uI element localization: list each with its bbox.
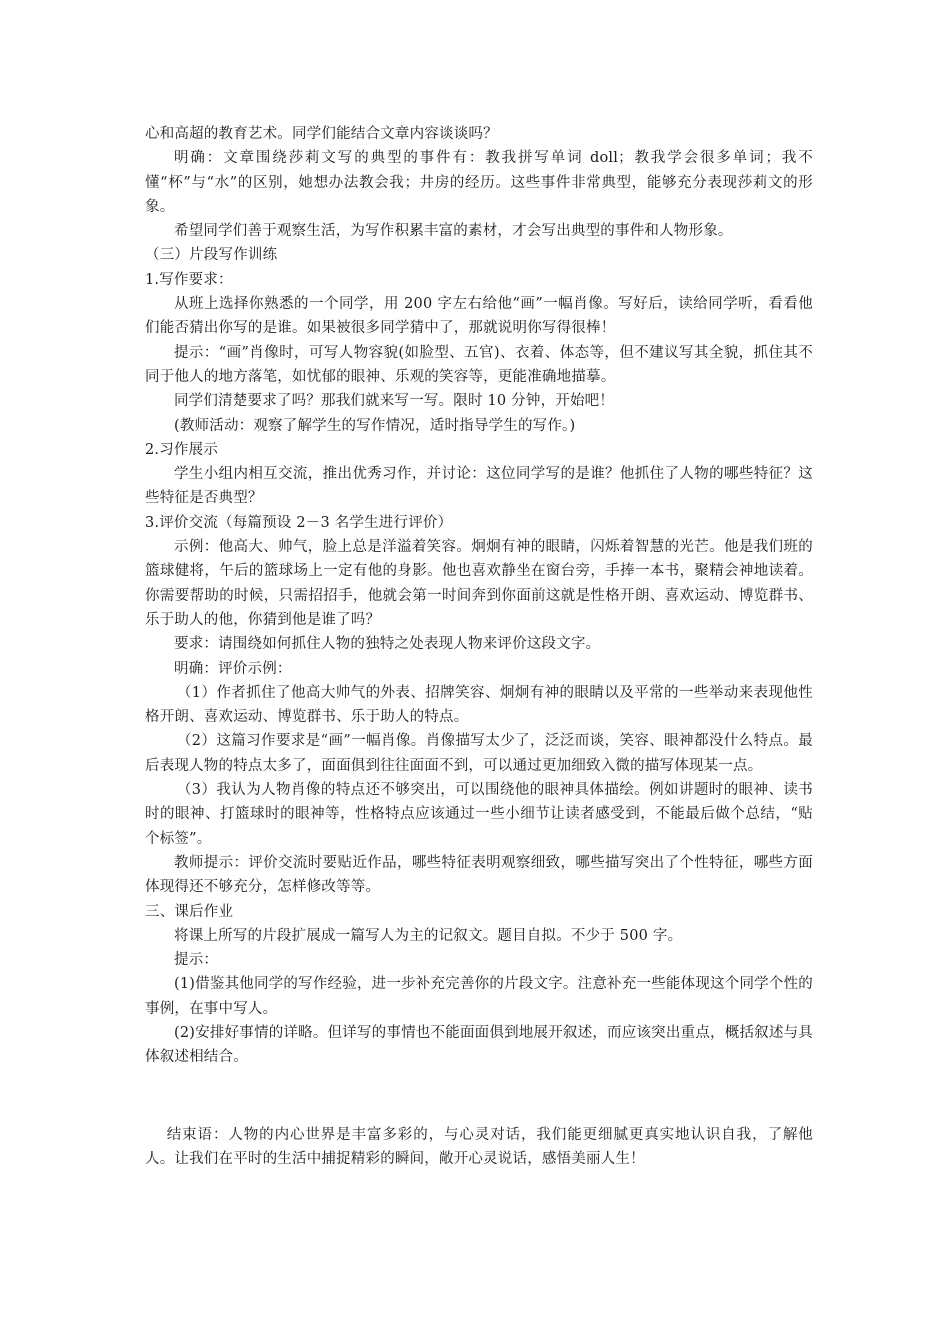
paragraph-p2: 明确：文章围绕莎莉文写的典型的事件有：教我拼写单词 doll；教我学会很多单词；我不懂“杯”与“水”的区别，她想办法教会我；井房的经历。这些事件非常典型，能够充分表现莎莉文的形象。 [145, 150, 813, 215]
paragraph-p4: （三）片段写作训练 [145, 247, 278, 264]
paragraph-p8: 同学们清楚要求了吗？那我们就来写一写。限时 10 分钟，开始吧！ [174, 393, 615, 410]
paragraph-p10: 2.习作展示 [145, 441, 219, 458]
paragraph-p1: 心和高超的教育艺术。同学们能结合文章内容谈谈吗？ [145, 126, 498, 142]
paragraph-p21: 将课上所写的片段扩展成一篇写人为主的记叙文。题目自拟。不少于 500 字。 [174, 927, 683, 944]
document-body [145, 122, 813, 1171]
paragraph-p9: (教师活动：观察了解学生的写作情况，适时指导学生的写作。) [174, 417, 576, 434]
paragraph-p15: 明确：评价示例： [174, 660, 292, 677]
paragraph-p7: 提示：“画”肖像时，可写人物容貌(如脸型、五官)、衣着、体态等，但不建议写其全貌，抓住其不同于他人的地方落笔，如忧郁的眼神、乐观的笑容等，更能准确地描摹。 [145, 344, 813, 385]
paragraph-p23: (1)借鉴其他同学的写作经验，进一步补充完善你的片段文字。注意补充一些能体现这个同学个性的事例，在事中写人。 [145, 976, 813, 1017]
paragraph-p3: 希望同学们善于观察生活，为写作积累丰富的素材，才会写出典型的事件和人物形象。 [174, 223, 733, 240]
paragraph-p16: （1）作者抓住了他高大帅气的外表、招牌笑容、炯炯有神的眼睛以及平常的一些举动来表现他性格开朗、喜欢运动、博览群书、乐于助人的特点。 [145, 684, 813, 726]
paragraph-p24: (2)安排好事情的详略。但详写的事情也不能面面俱到地展开叙述，而应该突出重点，概括叙述与具体叙述相结合。 [145, 1024, 813, 1066]
paragraph-p22: 提示： [174, 952, 219, 969]
paragraph-p20: 三、课后作业 [145, 903, 234, 920]
paragraph-p26: 结束语：人物的内心世界是丰富多彩的，与心灵对话，我们能更细腻更真实地认识自我，了解他人。让我们在平时的生活中捕捉精彩的瞬间，敞开心灵说话，感悟美丽人生！ [145, 1126, 813, 1168]
paragraph-p18: （3）我认为人物肖像的特点还不够突出，可以围绕他的眼神具体描绘。例如讲题时的眼神、读书时的眼神、打篮球时的眼神等，性格特点应该通过一些小细节让读者感受到，不能最后做个总结，“贴个标签”。 [145, 782, 813, 847]
paragraph-p17: （2）这篇习作要求是“画”一幅肖像。肖像描写太少了，泛泛而谈，笑容、眼神都没什么特点。最后表现人物的特点太多了，面面俱到往往面面不到，可以通过更加细致入微的描写体现某一点。 [145, 733, 813, 774]
paragraph-spacer [145, 1084, 813, 1108]
paragraph-p19: 教师提示：评价交流时要贴近作品，哪些特征表明观察细致，哪些描写突出了个性特征，哪些方面体现得还不够充分，怎样修改等等。 [145, 854, 813, 896]
paragraph-p12: 3.评价交流（每篇预设 2－3 名学生进行评价） [145, 514, 453, 531]
paragraph-p13: 示例：他高大、帅气，脸上总是洋溢着笑容。炯炯有神的眼睛，闪烁着智慧的光芒。他是我们班的篮球健将，午后的篮球场上一定有他的身影。他也喜欢静坐在窗台旁，手捧一本书，聚精会神地读着。你需要帮助的时候，只需招招手，他就会第一时间奔到你面前这就是性格开朗、喜欢运动、博览群书、乐于助人的他，你猜到他是谁了吗？ [145, 539, 813, 628]
paragraph-p14: 要求：请围绕如何抓住人物的独特之处表现人物来评价这段文字。 [174, 636, 601, 653]
paragraph-p6: 从班上选择你熟悉的一个同学，用 200 字左右给他“画”一幅肖像。写好后，读给同学听，看看他们能否猜出你写的是谁。如果被很多同学猜中了，那就说明你写得很棒！ [145, 296, 813, 337]
paragraph-p5: 1.写作要求： [145, 271, 233, 288]
paragraph-p11: 学生小组内相互交流，推出优秀习作，并讨论：这位同学写的是谁？他抓住了人物的哪些特征？这些特征是否典型？ [145, 466, 813, 507]
